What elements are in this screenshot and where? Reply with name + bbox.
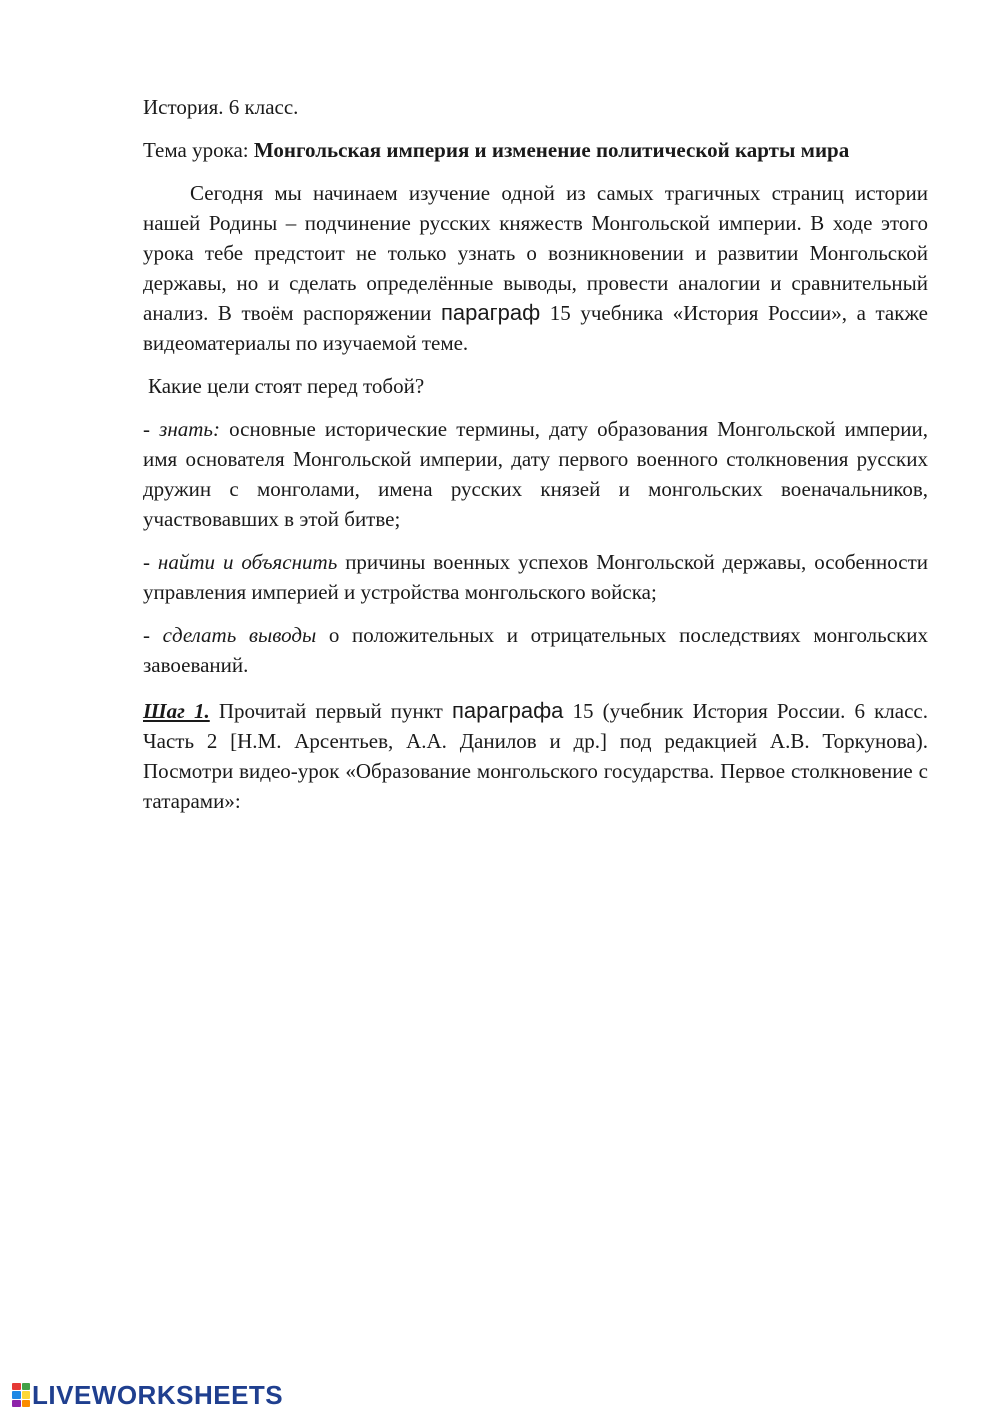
logo-square (12, 1400, 21, 1407)
goals-question-text: Какие цели стоят перед тобой? (148, 374, 425, 398)
goal-item (143, 620, 928, 680)
goal-item (143, 547, 928, 607)
step-1-paragraph (143, 696, 928, 816)
logo-square (22, 1400, 31, 1407)
step-1-text-a: Прочитай первый пункт (209, 699, 452, 723)
intro-text-b: 15 учебника «История России», а также видеоматериалы по изучаемой теме. (143, 301, 928, 355)
logo-text: LIVEWORKSHEETS (32, 1379, 284, 1410)
goal-text: основные исторические термины, дату образования Монгольской империи, имя основателя Монгольской империи, дату первого военного столкновения русских дружин с монголами, имена русских князей и монгольских военачальников, участвовавших в этой битве; (143, 417, 928, 531)
goals-question (143, 371, 928, 401)
topic-line (143, 135, 928, 165)
liveworksheets-logo[interactable] (12, 1381, 283, 1409)
step-1-text-b: 15 (учебник История России. 6 класс. Часть 2 [Н.М. Арсентьев, А.А. Данилов и др.] под редакцией А.В. Торкунова). Посмотри видео-урок «Образование монгольского государства. Первое столкновение с татарами»: (143, 699, 928, 813)
subject-line (143, 92, 928, 122)
step-1-label: Шаг 1. (143, 699, 210, 723)
intro-highlight: параграф (440, 300, 541, 325)
intro-paragraph (143, 178, 928, 358)
goal-lead: - знать: (143, 417, 220, 441)
goal-text: причины военных успехов Монгольской державы, особенности управления империей и устройства монгольского войска; (143, 550, 928, 604)
goal-item (143, 414, 928, 534)
goal-lead: - найти и объяснить (143, 550, 338, 574)
worksheet-page (143, 92, 928, 829)
logo-square (22, 1383, 31, 1390)
topic-label: Тема урока: (143, 138, 254, 162)
topic-title: Монгольская империя и изменение политической карты мира (253, 138, 850, 162)
logo-square (12, 1391, 21, 1398)
logo-square (12, 1383, 21, 1390)
goal-lead: - сделать выводы (143, 623, 317, 647)
subject-text: История. 6 класс. (143, 95, 299, 119)
logo-square (22, 1391, 31, 1398)
logo-squares-icon (12, 1383, 30, 1407)
goal-text: о положительных и отрицательных последствиях монгольских завоеваний. (143, 623, 928, 677)
intro-text-a: Сегодня мы начинаем изучение одной из самых трагичных страниц истории нашей Родины – подчинение русских княжеств Монгольской империи. В ходе этого урока тебе предстоит не только узнать о возникновении и развитии Монгольской державы, но и сделать определённые выводы, провести аналогии и сравнительный анализ. В твоём распоряжении (143, 181, 928, 325)
step-1-highlight: параграфа (451, 698, 564, 723)
